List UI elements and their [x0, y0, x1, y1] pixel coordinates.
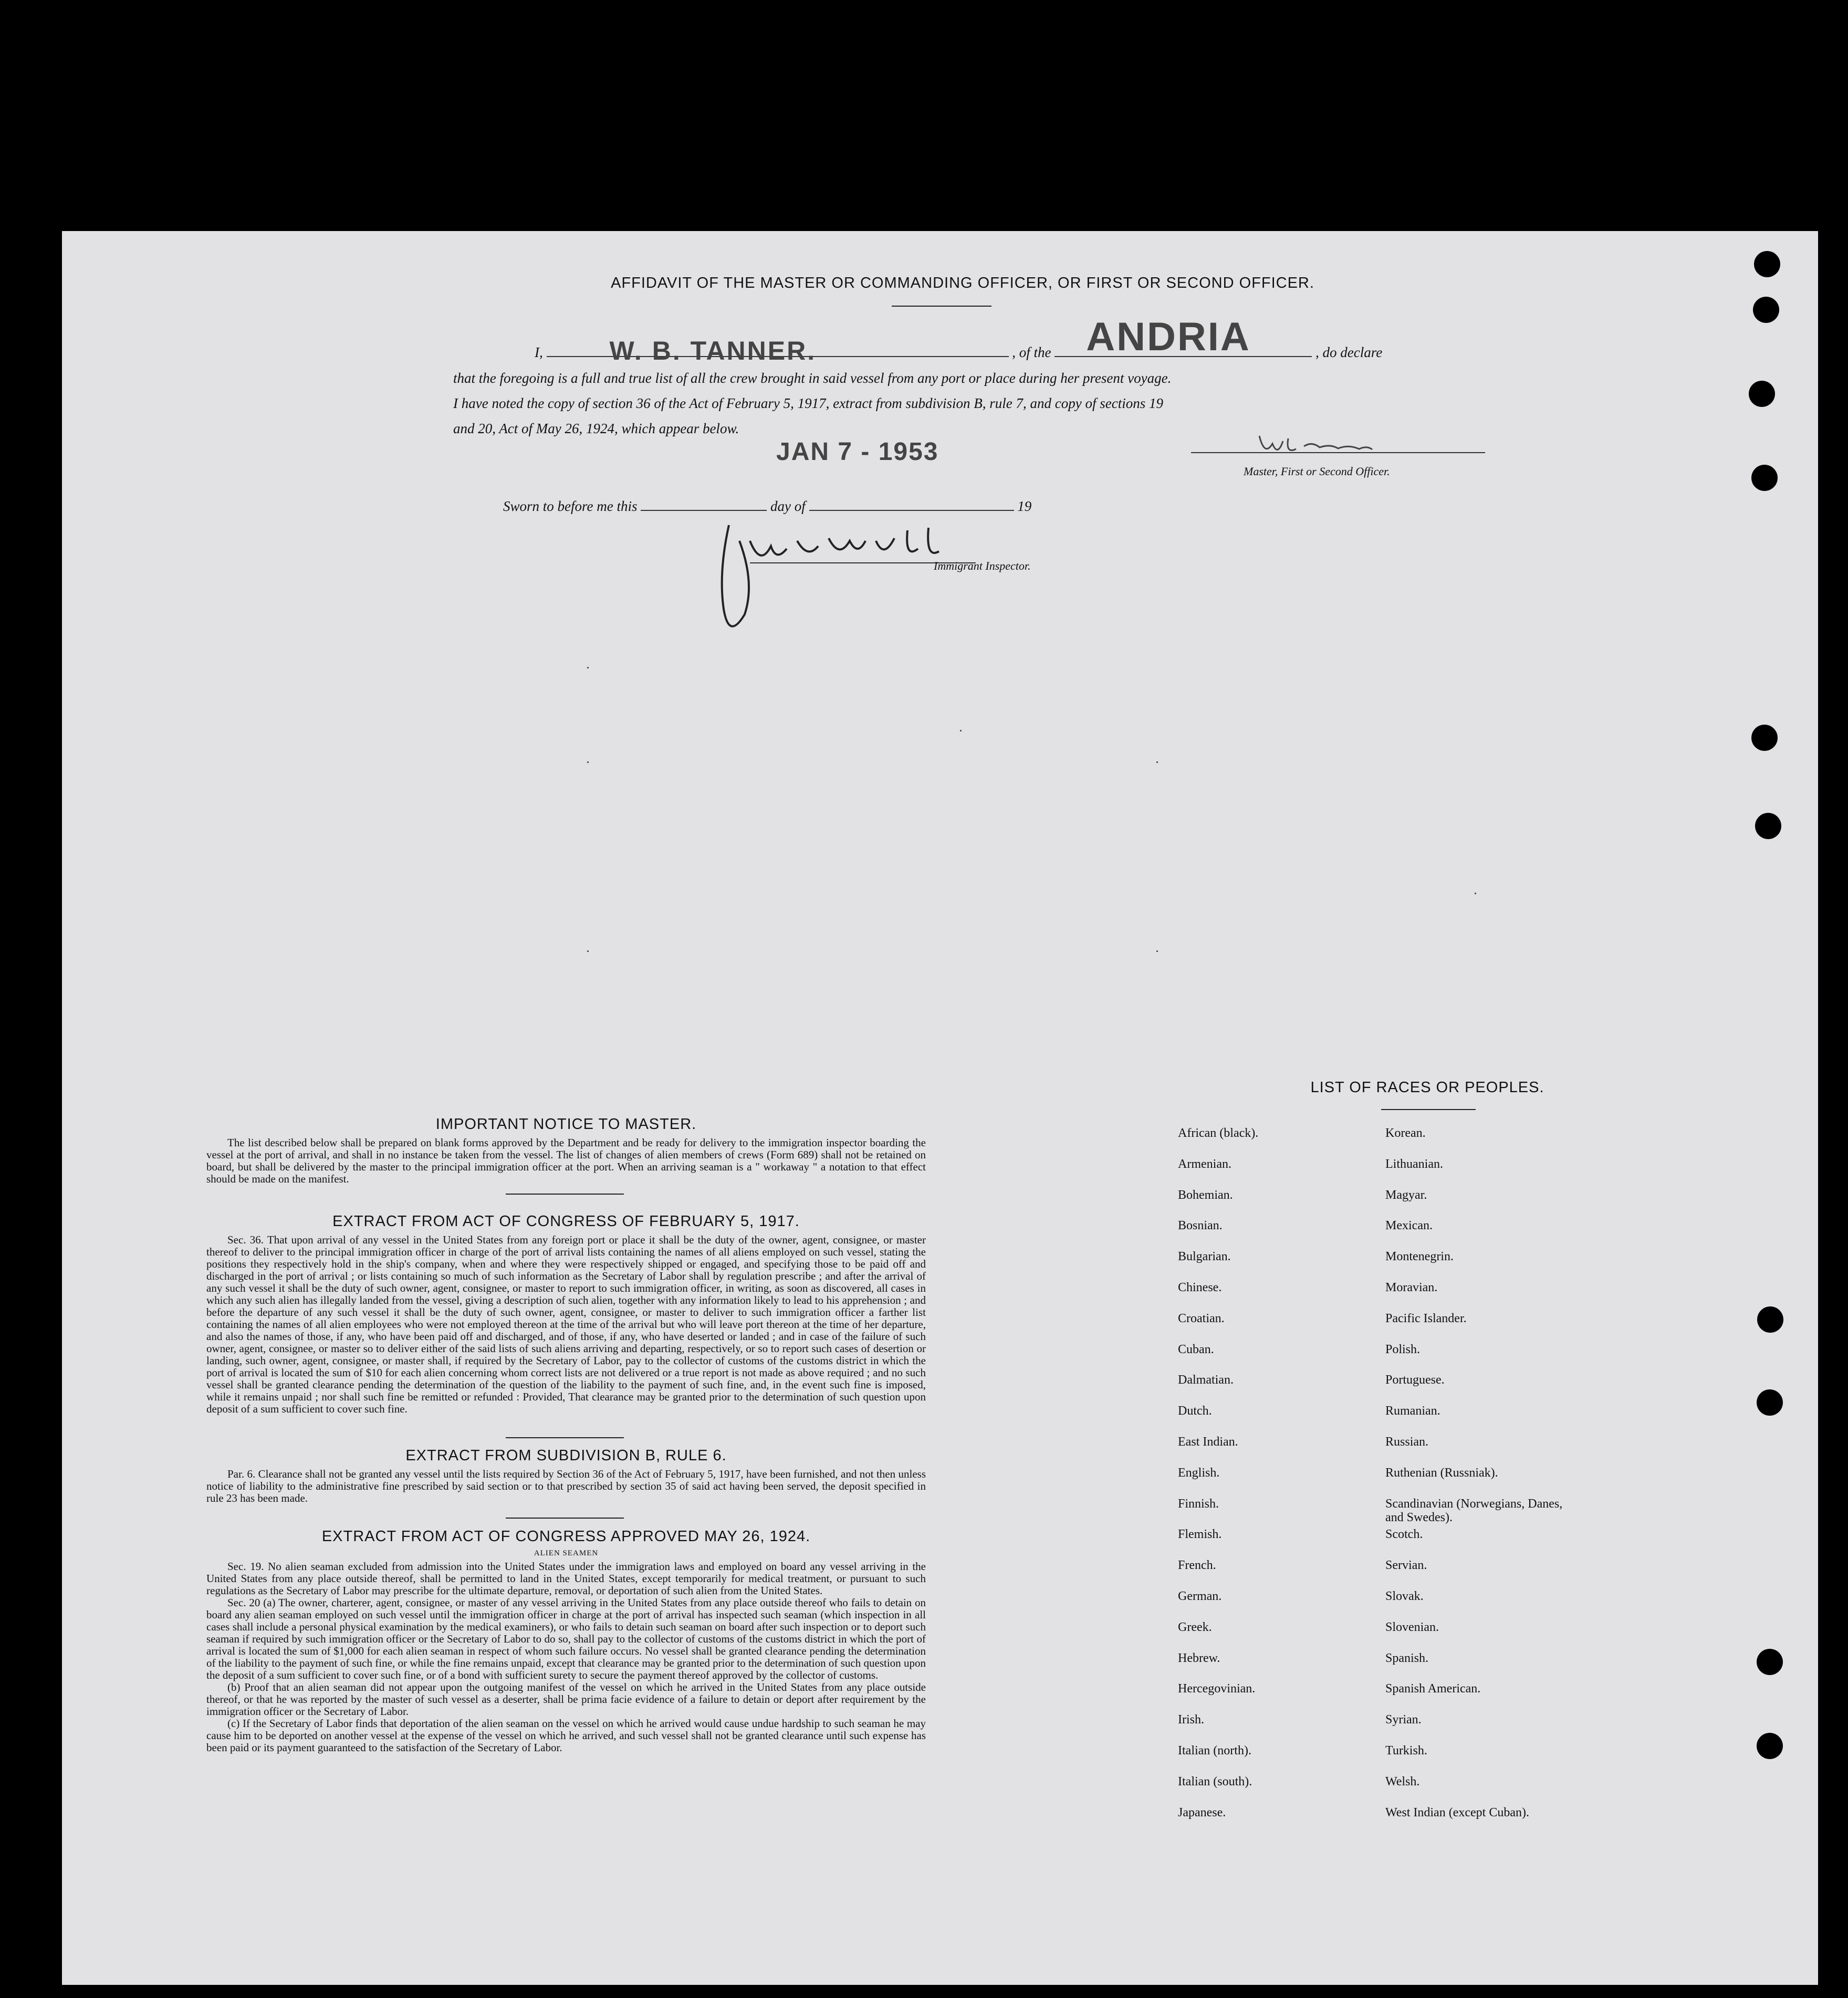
- scan-speck: [1156, 761, 1158, 763]
- extract-1917-text: Sec. 36. That upon arrival of any vessel in the United States from any foreign port or place it shall be the duty of the owner, agent, consignee, or master thereof to deliver to the principal immigration officer in charge of the port of arrival lists containing the names of all aliens employed on such vessel, stating the positions they respectively hold in the ship's company, when and where they were respectively shipped or engaged, and specifying those to be paid off and discharged in the port of arrival ; or lists containing so much of such information as the Secretary of Labor shall by regulation prescribe ; and after the arrival of any such vessel it shall be the duty of such owner, agent, consignee, or master to report to such immigration officer, in writing, as soon as discovered, all cases in which any such alien has illegally landed from the vessel, giving a description of such alien, together with any information likely to lead to his apprehension ; and before the departure of any such vessel it shall be the duty of such owner, agent, consignee, or master to deliver to such immigration officer a farther list containing the names of all alien employees who were not employed thereon at the time of the arrival but who will leave port thereon at the time of her departure, and also the names of those, if any, who have been paid off and discharged, and of those, if any, who have deserted or landed ; and in case of the failure of such owner, agent, consignee, or master so to deliver either of the said lists of such aliens arriving and departing, respectively, or so to report such cases of desertion or landing, such owner, agent, consignee, or master shall, if required by the Secretary of Labor, pay to the collector of customs of the customs district in which the port of arrival is located the sum of $10 for each alien concerning whom correct lists are not delivered or a true report is not made as above required ; and no such vessel shall be granted clearance pending the determination of the question of the liability to the payment of such fine, and, in the event such fine is imposed, while it remains unpaid ; nor shall such fine be remitted or refunded : Provided, That clearance may be granted prior to the determination of such question upon deposit of a sum sufficient to cover such fine.: [206, 1233, 926, 1415]
- race-right-item: Moravian.: [1385, 1281, 1438, 1294]
- sec20c-paragraph: (c) If the Secretary of Labor finds that deportation of the alien seaman on the vessel on which he arrived would cause undue hardship to such seaman he may cause him to be deported on another vessel at the expense of the vessel on which he arrived, and such vessel shall not be granted clearance until such expense has been paid or its payment guaranteed to the satisfaction of the Secretary of Labor.: [206, 1717, 926, 1754]
- race-right-item: Lithuanian.: [1385, 1157, 1443, 1171]
- race-left-item: Italian (north).: [1178, 1744, 1251, 1758]
- punch-hole: [1749, 381, 1775, 407]
- race-left-item: Irish.: [1178, 1713, 1204, 1727]
- scan-speck: [960, 730, 962, 731]
- race-right-item: Welsh.: [1385, 1774, 1420, 1788]
- race-left-item: African (black).: [1178, 1126, 1259, 1140]
- notice-text: The list described below shall be prepared on blank forms approved by the Department and be ready for delivery to the immigration inspector boarding the vessel at the port of arrival, and shall in no instance be taken from the vessel. The list of changes of alien members of crews (Form 689) shall not be retained on board, but shall be delivered by the master to the principal immigration officer at the port. When an arriving seaman is a " workaway " a notation to that effect should be made on the manifest.: [206, 1136, 926, 1185]
- document-page: [62, 231, 1818, 1985]
- race-right-item: Mexican.: [1385, 1219, 1433, 1233]
- punch-hole: [1757, 1649, 1783, 1675]
- race-right-item: Magyar.: [1385, 1188, 1427, 1202]
- race-right-item: Russian.: [1385, 1435, 1429, 1449]
- vessel-name: ANDRIA: [1086, 315, 1251, 359]
- race-right-item: Scandinavian (Norwegians, Danes, and Swedes).: [1385, 1497, 1563, 1524]
- divider-3: [506, 1518, 624, 1519]
- sec19-paragraph: Sec. 19. No alien seaman excluded from admission into the United States under the immigration laws and employed on board any vessel arriving in the United States from any place outside thereof, shall be permitted to land in the United States, except temporarily for medical treatment, or pursuant to such regulations as the Secretary of Labor may prescribe for the ultimate departure, removal, or deportation of such alien from the United States.: [206, 1560, 926, 1597]
- extract-1917-heading: EXTRACT FROM ACT OF CONGRESS OF FEBRUARY 5, 1917.: [332, 1213, 800, 1230]
- extract-1924-body: [206, 1561, 926, 1754]
- race-left-item: Flemish.: [1178, 1528, 1222, 1542]
- punch-hole: [1751, 465, 1778, 491]
- punch-hole: [1753, 297, 1779, 323]
- affidavit-title: AFFIDAVIT OF THE MASTER OR COMMANDING OFFICER, OR FIRST OR SECOND OFFICER.: [611, 275, 1314, 291]
- punch-hole: [1757, 1306, 1783, 1333]
- race-left-item: English.: [1178, 1466, 1220, 1480]
- do-declare-label: , do declare: [1315, 344, 1383, 360]
- race-left-item: Bohemian.: [1178, 1188, 1233, 1202]
- race-left-item: Finnish.: [1178, 1497, 1219, 1511]
- race-left-item: Bosnian.: [1178, 1219, 1223, 1233]
- race-right-item: Slovenian.: [1385, 1620, 1439, 1634]
- year-label: 19: [1017, 498, 1032, 514]
- rule6-text: Par. 6. Clearance shall not be granted any vessel until the lists required by Section 36 of the Act of February 5, 1917, have been furnished, and not then unless notice of liability to the administrative fine prescribed by said section or to that prescribed by section 35 of said act having been served, the deposit specified in rule 23 has been made.: [206, 1468, 926, 1504]
- scan-speck: [587, 761, 589, 763]
- race-right-item: Slovak.: [1385, 1589, 1424, 1603]
- race-left-item: Cuban.: [1178, 1342, 1214, 1356]
- title-divider: [892, 306, 991, 307]
- races-heading: LIST OF RACES OR PEOPLES.: [1310, 1079, 1544, 1096]
- race-right-item: Polish.: [1385, 1342, 1421, 1356]
- inspector-signature: [682, 509, 1060, 641]
- race-right-item: Servian.: [1385, 1558, 1427, 1573]
- notice-heading: IMPORTANT NOTICE TO MASTER.: [435, 1116, 697, 1133]
- i-label: I,: [535, 344, 543, 360]
- master-name: W. B. TANNER.: [609, 336, 817, 365]
- divider-2: [506, 1437, 624, 1438]
- inspector-caption: Immigrant Inspector.: [934, 559, 1031, 572]
- race-left-item: Dalmatian.: [1178, 1373, 1234, 1387]
- scan-speck: [587, 950, 589, 952]
- race-left-item: Hebrew.: [1178, 1651, 1220, 1665]
- races-divider: [1381, 1109, 1476, 1110]
- of-the-label: , of the: [1012, 344, 1051, 360]
- race-left-item: Dutch.: [1178, 1404, 1212, 1418]
- race-right-item: Spanish.: [1385, 1651, 1429, 1665]
- master-caption: Master, First or Second Officer.: [1244, 465, 1390, 478]
- punch-hole: [1751, 725, 1778, 751]
- divider-1: [506, 1194, 624, 1195]
- punch-hole: [1755, 813, 1781, 839]
- declaration-line-3: I have noted the copy of section 36 of the Act of February 5, 1917, extract from subdivision B, rule 7, and copy of sections 19: [453, 395, 1163, 411]
- race-left-item: Bulgarian.: [1178, 1250, 1231, 1264]
- declaration-line-2: that the foregoing is a full and true list of all the crew brought in said vessel from any port or place during her present voyage.: [453, 370, 1172, 386]
- day-of-label: day of: [770, 498, 806, 514]
- race-right-item: Portuguese.: [1385, 1373, 1445, 1387]
- race-right-item: Rumanian.: [1385, 1404, 1440, 1418]
- date-stamp: JAN 7 - 1953: [776, 438, 939, 466]
- race-left-item: Italian (south).: [1178, 1774, 1252, 1788]
- sworn-label: Sworn to before me this: [503, 498, 638, 514]
- declaration-line-1: [535, 315, 1506, 365]
- master-name-field: [547, 336, 1009, 365]
- race-left-item: Greek.: [1178, 1620, 1212, 1634]
- race-left-item: German.: [1178, 1589, 1222, 1603]
- race-left-item: Hercegovinian.: [1178, 1682, 1256, 1696]
- race-left-item: Japanese.: [1178, 1805, 1226, 1819]
- race-right-item: Korean.: [1385, 1126, 1426, 1140]
- punch-hole: [1757, 1389, 1783, 1416]
- declaration-line-4: and 20, Act of May 26, 1924, which appear below.: [453, 421, 739, 436]
- punch-hole: [1754, 251, 1780, 277]
- race-right-item: Scotch.: [1385, 1528, 1423, 1542]
- race-right-item: Pacific Islander.: [1385, 1311, 1467, 1325]
- punch-hole: [1757, 1733, 1783, 1759]
- extract-1924-heading: EXTRACT FROM ACT OF CONGRESS APPROVED MAY 26, 1924.: [321, 1528, 811, 1545]
- race-left-item: French.: [1178, 1558, 1216, 1573]
- race-right-item: Syrian.: [1385, 1713, 1422, 1727]
- sec20b-paragraph: (b) Proof that an alien seaman did not appear upon the outgoing manifest of the vessel on which he arrived in the United States from any place outside thereof, or that he was reported by the master of such vessel as a deserter, shall be prima facie evidence of a failure to detain or deport after requirement by the immigration officer or the Secretary of Labor.: [206, 1681, 926, 1718]
- race-left-item: Chinese.: [1178, 1281, 1222, 1294]
- scan-speck: [587, 667, 589, 668]
- race-right-item: Ruthenian (Russniak).: [1385, 1466, 1498, 1480]
- vessel-name-field: [1054, 315, 1312, 359]
- race-left-item: East Indian.: [1178, 1435, 1238, 1449]
- scan-speck: [1475, 893, 1476, 894]
- race-left-item: Croatian.: [1178, 1311, 1225, 1325]
- race-right-item: West Indian (except Cuban).: [1385, 1805, 1529, 1819]
- sec20a-paragraph: Sec. 20 (a) The owner, charterer, agent, consignee, or master of any vessel arriving in the United States from any place outside thereof who fails to detain on board any alien seaman employed on such vessel until the immigration officer in charge at the port of arrival has inspected such seaman (which inspection in all cases shall include a personal physical examination by the medical examiners), or who fails to detain such seaman on board after such inspection or to deport such seaman if required by such immigration officer or the Secretary of Labor to do so, shall pay to the collector of customs of the customs district in which the port of arrival is located the sum of $1,000 for each alien seaman in respect of whom such failure occurs. No vessel shall be granted clearance pending the determination of the liability to the payment of such fine, or while the fine remains unpaid, except that clearance may be granted prior to the determination of such question upon the deposit of a sum sufficient to cover such fine, or of a bond with sufficient surety to secure the payment thereof approved by the collector of customs.: [206, 1596, 926, 1681]
- rule6-heading: EXTRACT FROM SUBDIVISION B, RULE 6.: [405, 1447, 727, 1464]
- race-right-item: Montenegrin.: [1385, 1250, 1454, 1264]
- scan-speck: [1156, 950, 1158, 952]
- race-left-item: Armenian.: [1178, 1157, 1231, 1171]
- race-right-item: Turkish.: [1385, 1744, 1427, 1758]
- race-right-item: Spanish American.: [1385, 1682, 1481, 1696]
- alien-seamen-subheading: ALIEN SEAMEN: [534, 1549, 599, 1557]
- master-signature: [1191, 425, 1485, 467]
